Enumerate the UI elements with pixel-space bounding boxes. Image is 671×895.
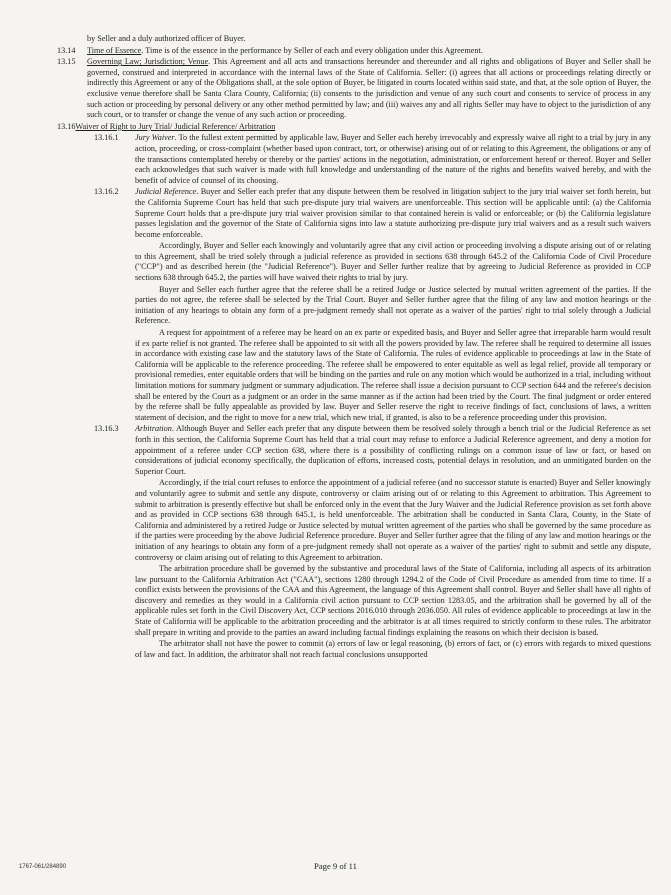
- subsection-13-16-1: [57, 133, 651, 186]
- section-title: Time of Essence: [87, 45, 142, 55]
- section-number: 13.14: [57, 45, 76, 55]
- section-text: . This Agreement and all acts and transactions hereunder and thereunder and all rights and obligations of Buyer and Seller shall be governed, construed and interpreted in accordance with the internal laws of the State of California. Seller: (i) agrees that all actions or proceedings relating directly or indirectly this Agreement or any of the Obligations shall, at the sole option of Buyer, be litigated in courts located within said state, and that, at the sole option of Buyer, the exclusive venue therefore shall be Santa Clara County, California; (ii) consents to the jurisdiction and venue of any such court and consents to service of process in any such action or proceeding by personal delivery or any other method permitted by law; and (iii) waives any and all rights Seller may have to object to the jurisdiction of any such court, or to transfer or change the venue of any such action or proceeding.: [87, 57, 651, 120]
- paragraph: The arbitration procedure shall be governed by the substantive and procedural laws of the State of California, including all aspects of its arbitration law pursuant to the California Arbitration Act ("CAA"), sections 1280 through 1294.2 of the Code of Civil Procedure as amended from time to time. If a conflict exists between the provisions of the CAA and this Agreement, the language of this Agreement shall control. Buyer and Seller shall have all rights of discovery and remedies as they would in a California civil action pursuant to CCP section 1283.05, and the arbitration shall be governed by all of the applicable rules set forth in the Civil Discovery Act, CCP sections 2016.010 through 2036.050. All rules of evidence applicable to proceedings at law in the State of California will be applicable to the arbitration proceeding and the arbitrator is at all times required to strictly conform to these rules. The arbitrator shall prepare in writing and provide to the parties an award including factual findings explaining the reasons on which their decision is based.: [135, 564, 651, 637]
- subsection-13-16-3: [57, 424, 651, 477]
- subsection-13-16-2: [57, 187, 651, 240]
- paragraph: Accordingly, if the trial court refuses to enforce the appointment of a judicial referee (and no successor statute is enacted) Buyer and Seller knowingly and voluntarily agree to submit and settle any dispute, controversy or claim arising out of or relating to this Agreement to arbitration. This Agreement to submit to arbitration is presently effective but shall be enforced only in the event that the Jury Waiver and the Judicial Reference provision as set forth above and as provided in CCP sections 638 through 645.1, is held unenforceable. The arbitration shall be conducted in Santa Clara, County, in the State of California and administered by a retired Judge or Justice selected by mutual written agreement of the parties who shall be governed by the same procedure as if the parties were proceeding by the above Judicial Reference procedure. Buyer and Seller further agree that the filing of any law and motion hearings or the initiation of any hearings to obtain any form of a pre-judgment remedy shall not operate as a waiver of the parties' right to submit and settle any dispute, controversy or claim arising out of relating to this Agreement to arbitration.: [135, 478, 651, 562]
- page-number: Page 9 of 11: [314, 861, 357, 871]
- section-13-15: [57, 57, 651, 121]
- subsection-text: . Buyer and Seller each prefer that any dispute between them be resolved in litigation subject to the jury trial waiver set forth herein, but the California Supreme Court has held that such pre-dispute jury trial waivers are unenforceable. This section will be applicable until: (a) the California Supreme Court holds that a pre-dispute jury trial waiver provision similar to that contained herein is valid or enforceable; or (b) the California legislature passes legislation and the governor of the State of California signs into law a statute authorizing pre-dispute jury trial waivers and as a result such waivers become enforceable.: [135, 187, 652, 239]
- subsection-number: 13.16.3: [94, 424, 119, 434]
- paragraph: The arbitrator shall not have the power to commit (a) errors of law or legal reasoning, (b) errors of fact, or (c) errors with regards to mixed questions of law and fact. In addition, the arbitrator shall not reach factual conclusions unsupported: [135, 639, 651, 659]
- document-body: [57, 34, 651, 660]
- subsection-title: Arbitration: [135, 424, 172, 434]
- subsection-title: Judicial Reference: [135, 187, 197, 197]
- section-title: Waiver of Right to Jury Trial/ Judicial Reference/ Arbitration: [75, 121, 276, 131]
- document-id: 1767-061/284890: [19, 864, 67, 870]
- section-13-14: [57, 46, 651, 57]
- section-text: . Time is of the essence in the performance by Seller of each and every obligation under this Agreement.: [141, 45, 483, 55]
- paragraph: A request for appointment of a referee may be heard on an ex parte or expedited basis, and Buyer and Seller agree that irreparable harm would result if ex parte relief is not granted. The referee shall be appointed to sit with all the powers provided by law. The referee shall be required to determine all issues in accordance with existing case law and the statutory laws of the State of California. The rules of evidence applicable to proceedings at law in the State of California will be applicable to the reference proceeding. The referee shall be empowered to enter equitable as well as legal relief, provide all temporary or provisional remedies, enter equitable orders that will be binding on the parties and rule on any motion which would be authorized in a trial, including without limitation motions for summary judgment or summary adjudication. The referee shall issue a decision pursuant to CCP section 644 and the referee's decision shall be entered by the Court as a judgment or an order in the same manner as if the action had been tried by the Court. The final judgment or order entered by the referee shall be fully appealable as provided by law. Buyer and Seller reserve the right to receive findings of fact, conclusions of laws, a written statement of decision, and the right to move for a new trial, which new trial, if granted, is also to be a reference proceeding under this provision.: [135, 328, 651, 422]
- paragraph: Buyer and Seller each further agree that the referee shall be a retired Judge or Justice selected by mutual written agreement of the parties. If the parties do not agree, the referee shall be selected by the Trial Court. Buyer and Seller further agree that the filing of any law and motion hearings or the initiation of any hearings to obtain any form of a pre-judgment remedy shall not operate as a waiver of the parties' right to trial solely through a Judicial Reference.: [135, 284, 651, 326]
- subsection-number: 13.16.1: [94, 133, 119, 143]
- section-number: 13.16: [57, 121, 76, 131]
- subsection-text: . Although Buyer and Seller each prefer that any dispute between them be resolved solely through a bench trial or the Judicial Reference as set forth in this section, the California Supreme Court has held that a trial court may refuse to enforce a Judicial Reference agreement, and deny a motion for appointment of a referee under CCP section 638, where there is a possibility of conflicting rulings on a common issue of law or fact, or based on considerations of judicial economy specifically, the duplication of efforts, increased costs, potential delays in resolution, and an unmitigated burden on the Superior Court.: [135, 424, 651, 476]
- paragraph: Accordingly, Buyer and Seller each knowingly and voluntarily agree that any civil action or proceeding involving a dispute arising out of or relating to this Agreement, shall be tried solely through a judicial reference as provided in sections 638 through 645.2 of the California Code of Civil Procedure ("CCP") and as described herein (the "Judicial Reference"). Buyer and Seller further realize that by agreeing to Judicial Reference as provided in CCP sections 638 through 645.2, the parties will have waived their rights to trial by jury.: [135, 241, 651, 283]
- section-13-16: [57, 122, 651, 133]
- section-title: Governing Law; Jurisdiction; Venue: [87, 57, 209, 67]
- subsection-number: 13.16.2: [94, 187, 119, 197]
- lead-line: by Seller and a duly authorized officer of Buyer.: [87, 34, 246, 43]
- section-number: 13.15: [57, 57, 76, 67]
- subsection-title: Jury Waiver: [135, 133, 175, 143]
- subsection-text: . To the fullest extent permitted by applicable law, Buyer and Seller each hereby irrevocably and expressly waive all right to a trial by jury in any action, proceeding, or cross-complaint (whether based upon contract, tort, or otherwise) arising out of or relating to this Agreement, the obligations or any of the transactions contemplated hereby or thereby or the parties' actions in the negotiation, administration, or enforcement hereof or thereof. Buyer and Seller each acknowledges that such waiver is made with full knowledge and understanding of the nature of the rights and benefits waived hereby, and with the benefit of advice of counsel of its choosing.: [135, 133, 651, 185]
